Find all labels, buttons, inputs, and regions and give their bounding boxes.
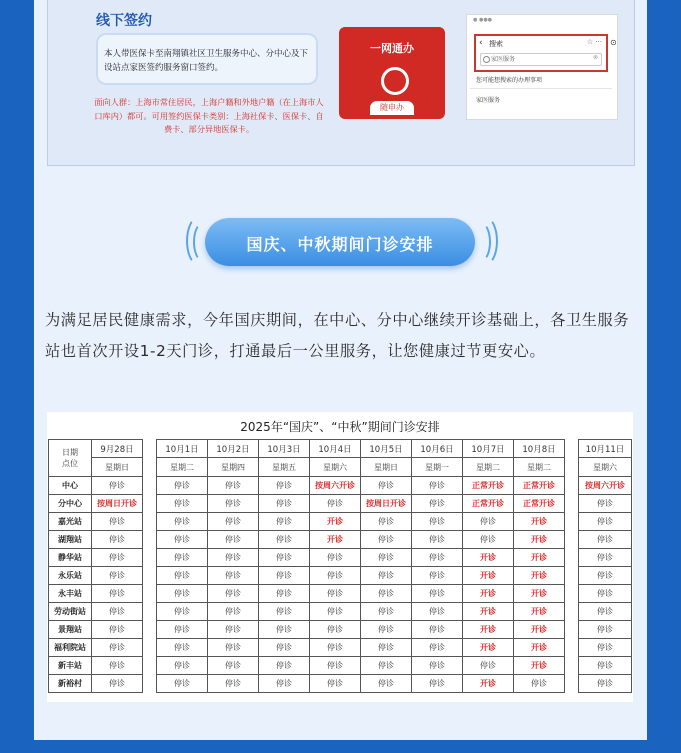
closed-status-cell: 停诊	[208, 549, 259, 567]
date-header-row	[49, 440, 632, 458]
site-name-cell: 分中心	[49, 495, 92, 513]
open-status-cell: 开诊	[463, 567, 514, 585]
column-gap	[565, 657, 579, 675]
phone-search-value: 家医服务	[491, 56, 516, 63]
closed-status-cell: 停诊	[157, 495, 208, 513]
table-row	[49, 639, 632, 657]
left-border	[0, 0, 34, 753]
table-row	[49, 513, 632, 531]
open-status-cell: 开诊	[463, 639, 514, 657]
column-gap	[143, 621, 157, 639]
phone-service-item[interactable]: 家医服务	[476, 97, 501, 104]
table-row	[49, 495, 632, 513]
open-status-cell: 开诊	[514, 639, 565, 657]
closed-status-cell: 停诊	[412, 621, 463, 639]
header-label-cell: 日期 点位	[49, 440, 92, 477]
open-status-cell: 开诊	[514, 567, 565, 585]
closed-status-cell: 停诊	[92, 531, 143, 549]
date-cell: 10月8日	[514, 440, 565, 458]
closed-status-cell: 停诊	[259, 657, 310, 675]
closed-status-cell: 停诊	[157, 639, 208, 657]
column-gap	[565, 513, 579, 531]
closed-status-cell: 停诊	[579, 549, 632, 567]
open-status-cell: 开诊	[310, 513, 361, 531]
closed-status-cell: 停诊	[259, 549, 310, 567]
closed-status-cell: 停诊	[310, 675, 361, 693]
offline-signup-title: 线下签约	[96, 13, 152, 29]
closed-status-cell: 停诊	[259, 567, 310, 585]
closed-status-cell: 停诊	[412, 531, 463, 549]
closed-status-cell: 停诊	[361, 549, 412, 567]
schedule-title: 2025年“国庆”、“中秋”期间门诊安排	[240, 420, 440, 434]
date-cell: 10月6日	[412, 440, 463, 458]
column-gap	[565, 440, 579, 477]
date-cell: 10月2日	[208, 440, 259, 458]
open-status-cell: 按周六开诊	[579, 477, 632, 495]
closed-status-cell: 停诊	[361, 639, 412, 657]
site-name-cell: 福利院站	[49, 639, 92, 657]
date-cell: 10月1日	[157, 440, 208, 458]
weekday-cell: 星期日	[361, 458, 412, 477]
closed-status-cell: 停诊	[361, 513, 412, 531]
table-row	[49, 657, 632, 675]
site-name-cell: 永丰站	[49, 585, 92, 603]
weekday-cell: 星期二	[514, 458, 565, 477]
closed-status-cell: 停诊	[157, 657, 208, 675]
table-row	[49, 567, 632, 585]
site-name-cell: 新裕村	[49, 675, 92, 693]
closed-status-cell: 停诊	[463, 513, 514, 531]
closed-status-cell: 停诊	[157, 513, 208, 531]
weekday-cell: 星期二	[463, 458, 514, 477]
closed-status-cell: 停诊	[463, 657, 514, 675]
table-row	[49, 585, 632, 603]
app-logo-circle	[381, 67, 409, 95]
closed-status-cell: 停诊	[579, 585, 632, 603]
column-gap	[143, 477, 157, 495]
site-name-cell: 静华站	[49, 549, 92, 567]
open-status-cell: 开诊	[514, 585, 565, 603]
closed-status-cell: 停诊	[208, 495, 259, 513]
intro-paragraph: 为满足居民健康需求，今年国庆期间，在中心、分中心继续开诊基础上，各卫生服务站也首次开设1-2天门诊，打通最后一公里服务，让您健康过节更安心。	[45, 311, 630, 360]
closed-status-cell: 停诊	[463, 531, 514, 549]
site-name-cell: 湖翔站	[49, 531, 92, 549]
section-heading: 国庆、中秋期间门诊安排	[246, 235, 434, 254]
close-icon[interactable]: ⊙	[610, 38, 617, 47]
closed-status-cell: 停诊	[259, 477, 310, 495]
closed-status-cell: 停诊	[92, 477, 143, 495]
closed-status-cell: 停诊	[157, 477, 208, 495]
closed-status-cell: 停诊	[412, 585, 463, 603]
right-border	[647, 0, 681, 753]
column-gap	[565, 477, 579, 495]
closed-status-cell: 停诊	[412, 513, 463, 531]
closed-status-cell: 停诊	[310, 549, 361, 567]
closed-status-cell: 停诊	[579, 531, 632, 549]
closed-status-cell: 停诊	[92, 657, 143, 675]
date-cell: 10月7日	[463, 440, 514, 458]
column-gap	[565, 549, 579, 567]
closed-status-cell: 停诊	[361, 477, 412, 495]
table-row	[49, 549, 632, 567]
closed-status-cell: 停诊	[361, 657, 412, 675]
closed-status-cell: 停诊	[157, 585, 208, 603]
open-status-cell: 开诊	[514, 603, 565, 621]
column-gap	[143, 603, 157, 621]
app-icon-label: 一网通办	[370, 42, 414, 55]
closed-status-cell: 停诊	[92, 621, 143, 639]
back-icon[interactable]: ‹	[479, 38, 483, 48]
column-gap	[143, 585, 157, 603]
app-icon-sub: 随申办	[380, 103, 404, 112]
closed-status-cell: 停诊	[361, 585, 412, 603]
table-row	[49, 531, 632, 549]
closed-status-cell: 停诊	[361, 567, 412, 585]
closed-status-cell: 停诊	[208, 639, 259, 657]
weekday-cell: 星期五	[259, 458, 310, 477]
closed-status-cell: 停诊	[92, 675, 143, 693]
closed-status-cell: 停诊	[92, 639, 143, 657]
closed-status-cell: 停诊	[157, 567, 208, 585]
closed-status-cell: 停诊	[412, 495, 463, 513]
closed-status-cell: 停诊	[259, 675, 310, 693]
signup-desc-text: 本人带医保卡至南翔镇社区卫生服务中心、分中心及下设站点家医签约服务窗口签约。	[104, 49, 309, 73]
closed-status-cell: 停诊	[310, 585, 361, 603]
open-status-cell: 按周日开诊	[92, 495, 143, 513]
closed-status-cell: 停诊	[361, 675, 412, 693]
open-status-cell: 正常开诊	[514, 495, 565, 513]
closed-status-cell: 停诊	[157, 603, 208, 621]
column-gap	[143, 440, 157, 477]
closed-status-cell: 停诊	[579, 621, 632, 639]
open-status-cell: 开诊	[463, 549, 514, 567]
open-status-cell: 开诊	[514, 513, 565, 531]
open-status-cell: 正常开诊	[463, 477, 514, 495]
closed-status-cell: 停诊	[208, 567, 259, 585]
open-status-cell: 按周六开诊	[310, 477, 361, 495]
bottom-border	[0, 740, 681, 753]
site-name-cell: 嘉光站	[49, 513, 92, 531]
closed-status-cell: 停诊	[412, 549, 463, 567]
closed-status-cell: 停诊	[310, 603, 361, 621]
status-bar: ● ●●●	[473, 17, 493, 23]
weekday-cell: 星期一	[412, 458, 463, 477]
closed-status-cell: 停诊	[361, 531, 412, 549]
open-status-cell: 开诊	[463, 675, 514, 693]
site-name-cell: 新丰站	[49, 657, 92, 675]
closed-status-cell: 停诊	[208, 513, 259, 531]
closed-status-cell: 停诊	[208, 675, 259, 693]
closed-status-cell: 停诊	[92, 567, 143, 585]
closed-status-cell: 停诊	[259, 495, 310, 513]
schedule-table	[48, 439, 632, 693]
closed-status-cell: 停诊	[579, 675, 632, 693]
column-gap	[143, 495, 157, 513]
table-row	[49, 675, 632, 693]
closed-status-cell: 停诊	[412, 639, 463, 657]
closed-status-cell: 停诊	[208, 585, 259, 603]
open-status-cell: 开诊	[463, 585, 514, 603]
table-row	[49, 621, 632, 639]
site-name-cell: 永乐站	[49, 567, 92, 585]
closed-status-cell: 停诊	[310, 657, 361, 675]
weekday-cell: 星期二	[157, 458, 208, 477]
closed-status-cell: 停诊	[92, 585, 143, 603]
site-name-cell: 景翔站	[49, 621, 92, 639]
closed-status-cell: 停诊	[310, 639, 361, 657]
closed-status-cell: 停诊	[579, 657, 632, 675]
phone-search-title: 搜索	[489, 40, 503, 48]
clear-icon[interactable]: ⊗	[592, 54, 598, 61]
closed-status-cell: 停诊	[310, 621, 361, 639]
closed-status-cell: 停诊	[259, 585, 310, 603]
phone-tools-icon[interactable]: ☆ ···	[586, 38, 602, 46]
open-status-cell: 正常开诊	[463, 495, 514, 513]
site-name-cell: 劳动街站	[49, 603, 92, 621]
weekday-cell: 星期日	[92, 458, 143, 477]
phone-search-input[interactable]	[480, 53, 602, 66]
column-gap	[143, 639, 157, 657]
weekday-header-row	[49, 458, 632, 477]
closed-status-cell: 停诊	[361, 603, 412, 621]
closed-status-cell: 停诊	[208, 477, 259, 495]
table-row	[49, 603, 632, 621]
closed-status-cell: 停诊	[92, 549, 143, 567]
closed-status-cell: 停诊	[157, 531, 208, 549]
column-gap	[565, 639, 579, 657]
open-status-cell: 开诊	[514, 621, 565, 639]
closed-status-cell: 停诊	[579, 513, 632, 531]
closed-status-cell: 停诊	[208, 621, 259, 639]
weekday-cell: 星期六	[310, 458, 361, 477]
date-cell: 10月4日	[310, 440, 361, 458]
closed-status-cell: 停诊	[157, 621, 208, 639]
closed-status-cell: 停诊	[259, 639, 310, 657]
closed-status-cell: 停诊	[310, 495, 361, 513]
column-gap	[143, 657, 157, 675]
column-gap	[565, 621, 579, 639]
closed-status-cell: 停诊	[579, 603, 632, 621]
closed-status-cell: 停诊	[259, 603, 310, 621]
column-gap	[143, 531, 157, 549]
open-status-cell: 开诊	[514, 549, 565, 567]
divider	[470, 88, 612, 89]
open-status-cell: 开诊	[514, 531, 565, 549]
closed-status-cell: 停诊	[579, 495, 632, 513]
column-gap	[565, 675, 579, 693]
date-cell: 9月28日	[92, 440, 143, 458]
column-gap	[565, 531, 579, 549]
closed-status-cell: 停诊	[361, 621, 412, 639]
closed-status-cell: 停诊	[259, 531, 310, 549]
phone-question: 您可能想搜索的办理事项	[476, 77, 543, 84]
column-gap	[143, 567, 157, 585]
closed-status-cell: 停诊	[92, 603, 143, 621]
phone-search-bar[interactable]	[474, 34, 608, 72]
weekday-cell: 星期四	[208, 458, 259, 477]
table-row	[49, 477, 632, 495]
closed-status-cell: 停诊	[579, 639, 632, 657]
open-status-cell: 正常开诊	[514, 477, 565, 495]
open-status-cell: 开诊	[463, 603, 514, 621]
closed-status-cell: 停诊	[412, 567, 463, 585]
closed-status-cell: 停诊	[412, 675, 463, 693]
open-status-cell: 开诊	[310, 531, 361, 549]
column-gap	[565, 603, 579, 621]
open-status-cell: 开诊	[463, 621, 514, 639]
closed-status-cell: 停诊	[208, 603, 259, 621]
search-icon	[483, 56, 490, 63]
closed-status-cell: 停诊	[412, 477, 463, 495]
closed-status-cell: 停诊	[259, 513, 310, 531]
column-gap	[565, 495, 579, 513]
open-status-cell: 按周日开诊	[361, 495, 412, 513]
audience-text: 面向人群：上海市常住居民，上海户籍和外地户籍（在上海市人口库内）都可。可用签约医保卡类别：上海社保卡、医保卡、自费卡、部分异地医保卡。	[94, 97, 324, 134]
column-gap	[565, 567, 579, 585]
site-name-cell: 中心	[49, 477, 92, 495]
closed-status-cell: 停诊	[259, 621, 310, 639]
closed-status-cell: 停诊	[157, 549, 208, 567]
closed-status-cell: 停诊	[310, 567, 361, 585]
date-cell: 10月5日	[361, 440, 412, 458]
date-cell: 10月3日	[259, 440, 310, 458]
closed-status-cell: 停诊	[514, 675, 565, 693]
closed-status-cell: 停诊	[157, 675, 208, 693]
date-cell: 10月11日	[579, 440, 632, 458]
app-icon-base	[370, 101, 414, 115]
column-gap	[143, 675, 157, 693]
suishenban-app-icon[interactable]	[339, 27, 445, 119]
closed-status-cell: 停诊	[92, 513, 143, 531]
open-status-cell: 开诊	[514, 657, 565, 675]
column-gap	[565, 585, 579, 603]
closed-status-cell: 停诊	[208, 531, 259, 549]
closed-status-cell: 停诊	[412, 657, 463, 675]
weekday-cell: 星期六	[579, 458, 632, 477]
closed-status-cell: 停诊	[412, 603, 463, 621]
closed-status-cell: 停诊	[208, 657, 259, 675]
column-gap	[143, 549, 157, 567]
closed-status-cell: 停诊	[579, 567, 632, 585]
column-gap	[143, 513, 157, 531]
